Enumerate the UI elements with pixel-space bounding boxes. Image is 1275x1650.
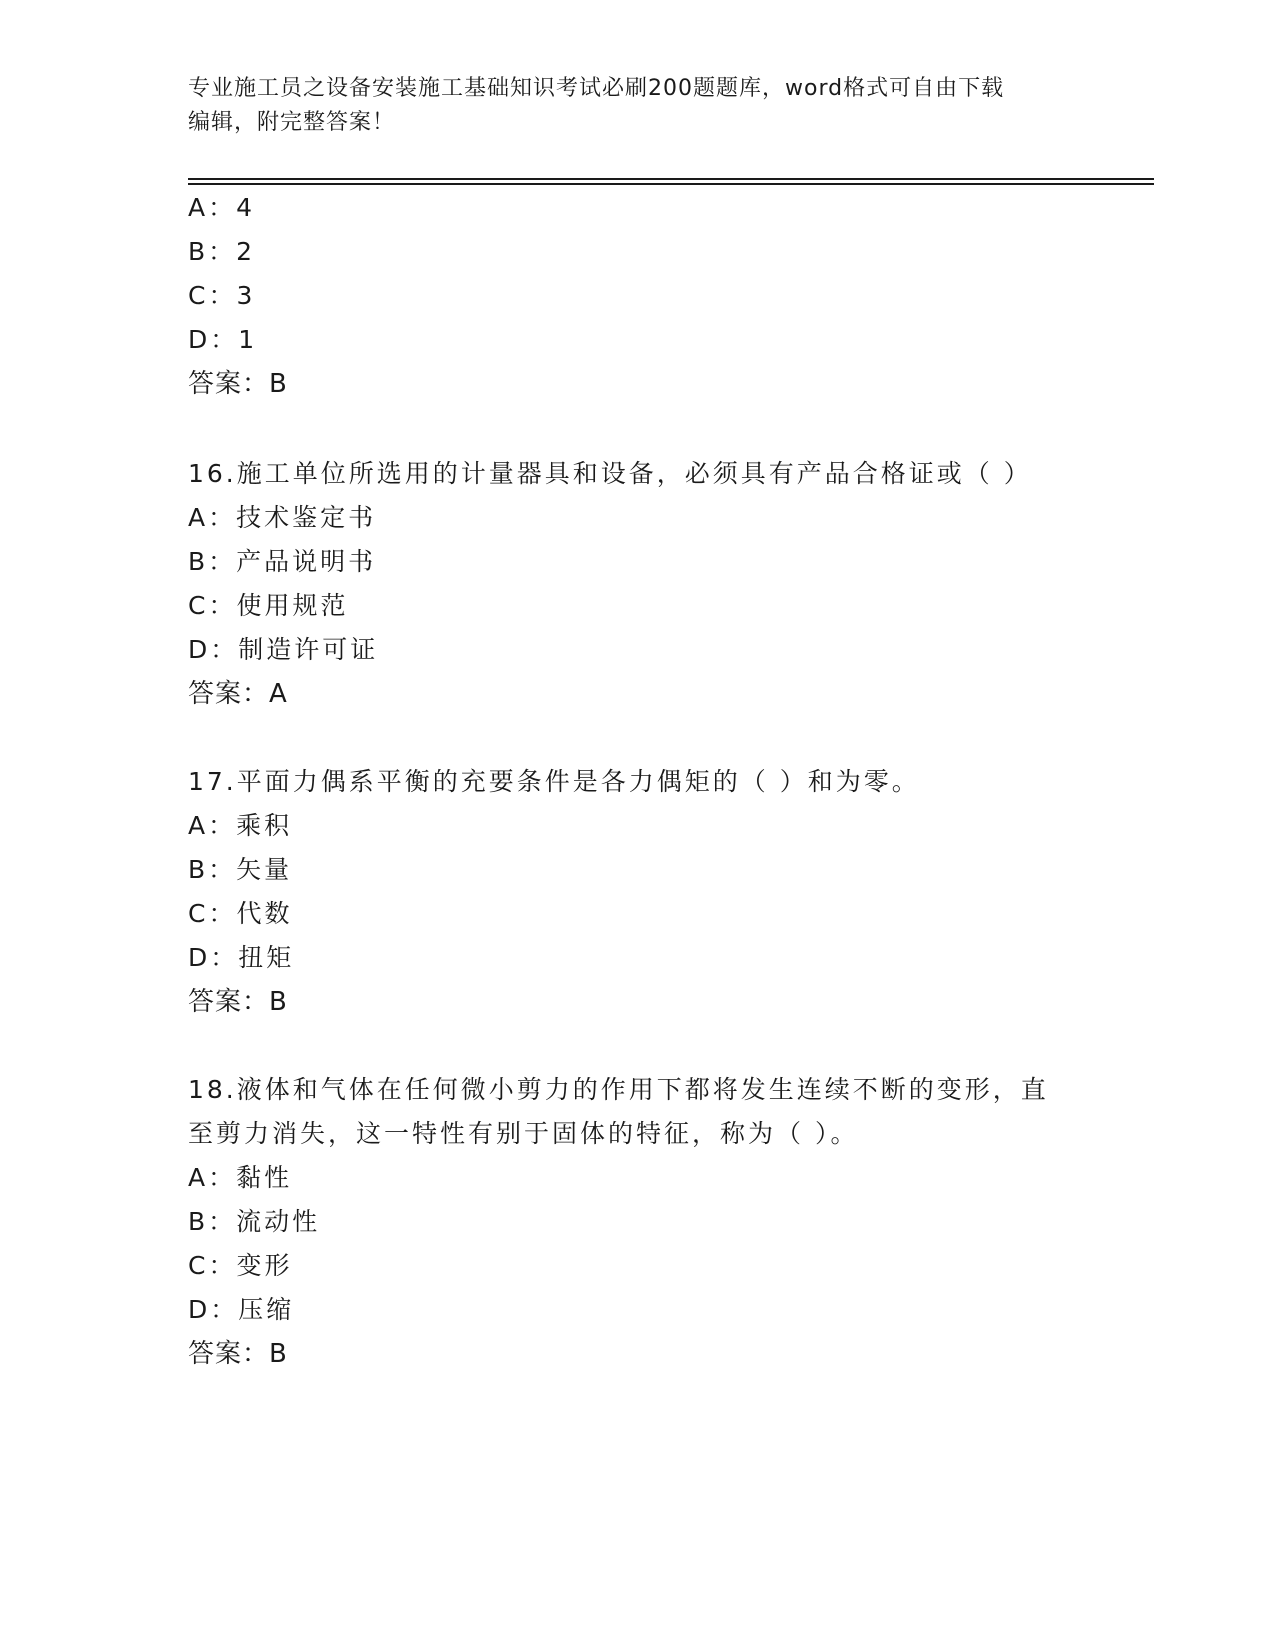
header-line-1: 专业施工员之设备安装施工基础知识考试必刷200题题库，word格式可自由下载 bbox=[188, 76, 1005, 101]
q18-option-d: D：压缩 bbox=[188, 1295, 295, 1324]
q18-option-b: B：流动性 bbox=[188, 1207, 321, 1236]
q15-answer: 答案：B bbox=[188, 369, 288, 399]
q15-option-a: A：4 bbox=[188, 193, 256, 222]
header-divider-top bbox=[188, 178, 1154, 180]
q16-answer: 答案：A bbox=[188, 679, 288, 709]
q17-question: 17.平面力偶系平衡的充要条件是各力偶矩的（ ）和为零。 bbox=[188, 767, 920, 796]
q16-option-c: C：使用规范 bbox=[188, 591, 349, 620]
q17-option-a: A：乘积 bbox=[188, 811, 293, 840]
q18-option-a: A：黏性 bbox=[188, 1163, 293, 1192]
header-line-2: 编辑，附完整答案！ bbox=[188, 110, 396, 135]
q15-option-b: B：2 bbox=[188, 237, 256, 266]
q16-option-d: D：制造许可证 bbox=[188, 635, 379, 664]
q18-question-line-2: 至剪力消失，这一特性有别于固体的特征，称为（ ）。 bbox=[188, 1119, 859, 1148]
q16-option-a: A：技术鉴定书 bbox=[188, 503, 377, 532]
q17-option-b: B：矢量 bbox=[188, 855, 293, 884]
header-divider-bottom bbox=[188, 183, 1154, 185]
q18-question-line-1: 18.液体和气体在任何微小剪力的作用下都将发生连续不断的变形，直 bbox=[188, 1075, 1049, 1104]
q18-answer: 答案：B bbox=[188, 1339, 288, 1369]
document-header bbox=[188, 72, 1078, 140]
q17-option-d: D：扭矩 bbox=[188, 943, 295, 972]
q15-option-c: C：3 bbox=[188, 281, 256, 310]
q17-answer: 答案：B bbox=[188, 987, 288, 1017]
q16-option-b: B：产品说明书 bbox=[188, 547, 377, 576]
q17-option-c: C：代数 bbox=[188, 899, 293, 928]
q18-option-c: C：变形 bbox=[188, 1251, 293, 1280]
q15-option-d: D：1 bbox=[188, 325, 258, 354]
q16-question: 16.施工单位所选用的计量器具和设备，必须具有产品合格证或（ ） bbox=[188, 459, 1032, 488]
